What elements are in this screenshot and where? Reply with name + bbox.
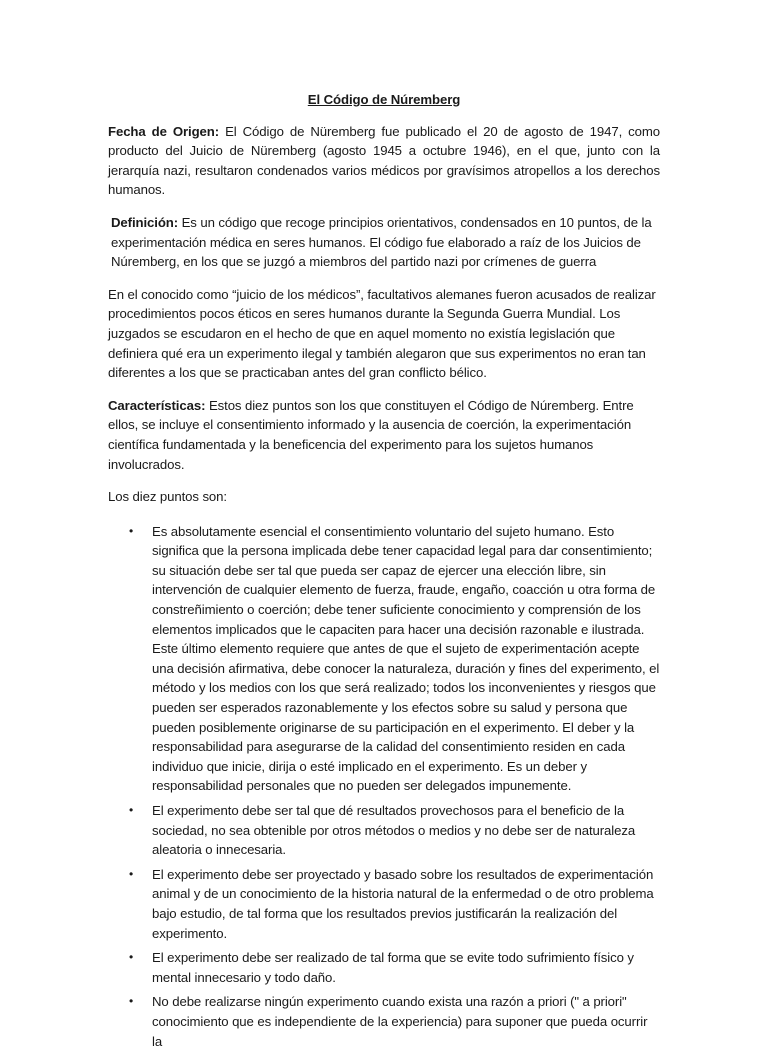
paragraph-text: En el conocido como “juicio de los médicos”, facultativos alemanes fueron acusados de realizar procedimientos pocos éticos en seres humanos durante la Segunda Guerra Mundial. Los juzgados se escudaron en el hecho de que en aquel momento no existía legislación que definiera qué era un experimento ilegal y también alegaron que sus experimentos no eran tan diferentes a los que se practicaban antes del gran conflicto bélico. <box>108 286 656 381</box>
points-list <box>108 522 660 1051</box>
paragraph-label: Definición: <box>111 214 179 230</box>
list-item <box>108 992 660 1051</box>
list-item-text: El experimento debe ser realizado de tal forma que se evite todo sufrimiento físico y mental innecesario y todo daño. <box>152 950 634 985</box>
list-item <box>108 801 660 860</box>
paragraph-text: Es un código que recoge principios orientativos, condensados en 10 puntos, de la experimentación médica en seres humanos. El código fue elaborado a raíz de los Juicios de Núremberg, en los que se juzgó a miembros del partido nazi por crímenes de guerra <box>111 214 652 270</box>
list-item <box>108 865 660 943</box>
paragraph-definicion <box>108 213 660 272</box>
bullet-icon: • <box>129 523 134 538</box>
list-item-text: El experimento debe ser proyectado y basado sobre los resultados de experimentación animal y de un conocimiento de la historia natural de la enfermedad o de otro problema bajo estudio, de tal forma que los resultados previos justificarán la realización del experimento. <box>152 866 654 941</box>
paragraph-text: Estos diez puntos son los que constituyen el Código de Núremberg. Entre ellos, se incluye el consentimiento informado y la ausencia de coerción, la experimentación científica fundamentada y la beneficencia del experimento para los sujetos humanos involucrados. <box>108 397 634 472</box>
paragraph-text: El Código de Nüremberg fue publicado el 20 de agosto de 1947, como producto del Juicio de Nüremberg (agosto 1945 a octubre 1946), en el que, junto con la jerarquía nazi, resultaron condenados varios médicos por gravísimos atropellos a los derechos humanos. <box>108 123 661 198</box>
paragraph-fecha-origen <box>108 122 660 200</box>
list-item-text: No debe realizarse ningún experimento cuando exista una razón a priori (" a priori" conocimiento que es independiente de la experiencia) para suponer que pueda ocurrir la <box>152 994 648 1049</box>
paragraph-caracteristicas <box>108 396 660 474</box>
document-title: El Código de Núremberg <box>307 92 461 107</box>
paragraph-juicio-medicos <box>108 285 660 383</box>
bullet-icon: • <box>129 803 134 817</box>
paragraph-label: Fecha de Origen: <box>108 123 220 139</box>
list-item <box>108 948 660 987</box>
paragraph-label: Características: <box>108 397 206 413</box>
paragraph-text: Los diez puntos son: <box>108 489 227 505</box>
list-item <box>108 522 660 796</box>
bullet-icon: • <box>129 950 134 965</box>
paragraph-intro-puntos <box>108 487 660 507</box>
list-item-text: El experimento debe ser tal que dé resultados provechosos para el beneficio de la sociedad, no sea obtenible por otros métodos o medios y no debe ser de naturaleza aleatoria o innecesaria. <box>152 803 636 858</box>
list-item-text: Es absolutamente esencial el consentimiento voluntario del sujeto humano. Esto significa que la persona implicada debe tener capacidad legal para dar consentimiento; su situación debe ser tal que pueda ser capaz de ejercer una elección libre, sin intervención de cualquier elemento de fuerza, fraude, engaño, coacción u otra forma de constreñimiento o coerción; debe tener suficiente conocimiento y comprensión de los elementos implicados que le capaciten para hacer una decisión razonable e ilustrada. Este último elemento requiere que antes de que el sujeto de experimentación acepte una decisión afirmativa, debe conocer la naturaleza, duración y fines del experimento, el método y los medios con los que será realizado; todos los inconvenientes y riesgos que pueden ser esperados razonablemente y los efectos sobre su salud y persona que pueden posiblemente originarse de su participación en el experimento. El deber y la responsabilidad para asegurarse de la calidad del consentimiento residen en cada individuo que inicie, dirija o esté implicado en el experimento. Es un deber y responsabilidad personales que no pueden ser delegados impunemente. <box>152 523 660 794</box>
document-page <box>108 90 660 1056</box>
bullet-icon: • <box>129 994 134 1009</box>
bullet-icon: • <box>129 866 134 881</box>
